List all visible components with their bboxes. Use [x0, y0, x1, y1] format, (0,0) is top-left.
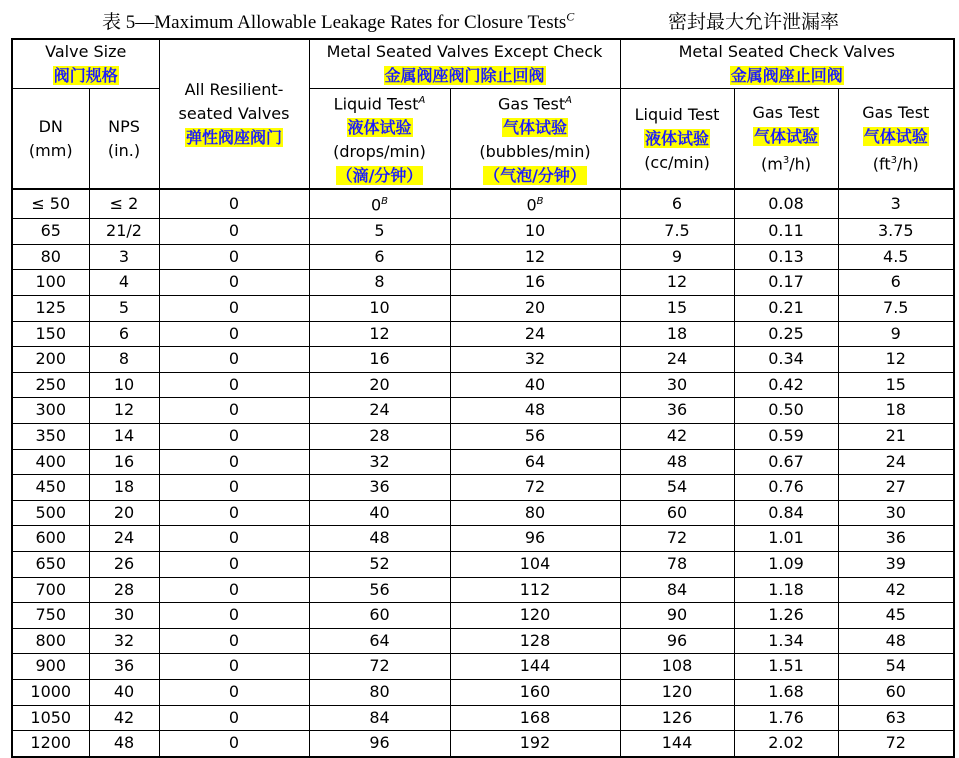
cell-gas-bubbles: 48 [450, 398, 620, 424]
cell-check-gas-ft3: 39 [838, 551, 954, 577]
cell-check-liquid: 36 [620, 398, 734, 424]
cell-nps: 12 [89, 398, 159, 424]
cell-nps: 30 [89, 603, 159, 629]
cell-resilient: 0 [159, 347, 309, 373]
table-row [12, 731, 954, 757]
cell-resilient: 0 [159, 244, 309, 270]
cell-check-gas-ft3: 3 [838, 189, 954, 218]
header-metal-except-check: Metal Seated Valves Except Check 金属阀座阀门除止回阀 [309, 39, 620, 89]
cell-check-gas-m3: 0.84 [734, 500, 838, 526]
cell-dn: 200 [12, 347, 89, 373]
cell-dn: ≤ 50 [12, 189, 89, 218]
cell-nps: 8 [89, 347, 159, 373]
cell-nps: 21/2 [89, 219, 159, 245]
table-row [12, 398, 954, 424]
cell-nps: 32 [89, 628, 159, 654]
cell-resilient: 0 [159, 219, 309, 245]
cell-liquid-drops: 56 [309, 577, 450, 603]
cell-nps: 5 [89, 296, 159, 322]
cell-resilient: 0 [159, 321, 309, 347]
cell-nps: 48 [89, 731, 159, 757]
header-check-gas-ft3: Gas Test 气体试验 $(ft^3/h)$ [838, 89, 954, 190]
cell-liquid-drops: 80 [309, 679, 450, 705]
table-body [12, 189, 954, 756]
cell-check-gas-ft3: 42 [838, 577, 954, 603]
cell-nps: 42 [89, 705, 159, 731]
cell-check-gas-m3: 0.50 [734, 398, 838, 424]
cell-check-gas-ft3: 6 [838, 270, 954, 296]
cell-check-liquid: 42 [620, 424, 734, 450]
cell-resilient: 0 [159, 731, 309, 757]
cell-check-liquid: 144 [620, 731, 734, 757]
cell-nps: 14 [89, 424, 159, 450]
table-title-zh: 密封最大允许泄漏率 [668, 12, 840, 33]
cell-dn: 600 [12, 526, 89, 552]
cell-check-gas-ft3: 30 [838, 500, 954, 526]
cell-check-gas-ft3: 24 [838, 449, 954, 475]
table-row [12, 270, 954, 296]
cell-check-gas-m3: 0.34 [734, 347, 838, 373]
cell-resilient: 0 [159, 551, 309, 577]
cell-gas-bubbles: 112 [450, 577, 620, 603]
cell-check-gas-m3: 1.09 [734, 551, 838, 577]
cell-nps: 10 [89, 372, 159, 398]
cell-check-gas-ft3: 15 [838, 372, 954, 398]
cell-gas-bubbles: 12 [450, 244, 620, 270]
cell-check-gas-m3: 0.21 [734, 296, 838, 322]
cell-check-gas-m3: 1.68 [734, 679, 838, 705]
cell-check-liquid: 60 [620, 500, 734, 526]
cell-resilient: 0 [159, 449, 309, 475]
cell-dn: 700 [12, 577, 89, 603]
cell-liquid-drops: 12 [309, 321, 450, 347]
table-row [12, 628, 954, 654]
cell-check-gas-m3: 0.25 [734, 321, 838, 347]
cell-check-liquid: 30 [620, 372, 734, 398]
cell-liquid-drops: 28 [309, 424, 450, 450]
cell-dn: 450 [12, 475, 89, 501]
cell-liquid-drops: 72 [309, 654, 450, 680]
cell-check-liquid: 126 [620, 705, 734, 731]
cell-check-liquid: 15 [620, 296, 734, 322]
cell-liquid-drops: 24 [309, 398, 450, 424]
cell-dn: 150 [12, 321, 89, 347]
cell-nps: 16 [89, 449, 159, 475]
header-valve-size: Valve Size 阀门规格 [12, 39, 159, 89]
cell-resilient: 0 [159, 603, 309, 629]
cell-nps: 18 [89, 475, 159, 501]
cell-resilient: 0 [159, 705, 309, 731]
cell-resilient: 0 [159, 372, 309, 398]
cell-check-gas-m3: 0.17 [734, 270, 838, 296]
cell-dn: 250 [12, 372, 89, 398]
cell-nps: ≤ 2 [89, 189, 159, 218]
cell-dn: 900 [12, 654, 89, 680]
cell-dn: 750 [12, 603, 89, 629]
cell-dn: 350 [12, 424, 89, 450]
header-nps: NPS (in.) [89, 89, 159, 190]
header-metal-check: Metal Seated Check Valves 金属阀座止回阀 [620, 39, 954, 89]
header-check-gas-m3: Gas Test 气体试验 $(m^3/h)$ [734, 89, 838, 190]
cell-dn: 65 [12, 219, 89, 245]
table-row [12, 577, 954, 603]
cell-liquid-drops: 96 [309, 731, 450, 757]
cell-dn: 300 [12, 398, 89, 424]
cell-gas-bubbles: 192 [450, 731, 620, 757]
cell-check-gas-m3: 0.59 [734, 424, 838, 450]
cell-check-liquid: 9 [620, 244, 734, 270]
cell-check-gas-m3: 0.13 [734, 244, 838, 270]
cell-dn: 1050 [12, 705, 89, 731]
cell-resilient: 0 [159, 270, 309, 296]
cell-gas-bubbles: 20 [450, 296, 620, 322]
cell-gas-bubbles: 72 [450, 475, 620, 501]
cell-gas-bubbles: 56 [450, 424, 620, 450]
cell-liquid-drops: 5 [309, 219, 450, 245]
cell-gas-bubbles: 128 [450, 628, 620, 654]
cell-nps: 4 [89, 270, 159, 296]
table-row [12, 296, 954, 322]
cell-resilient: 0 [159, 424, 309, 450]
cell-check-liquid: 54 [620, 475, 734, 501]
table-row [12, 321, 954, 347]
cell-liquid-drops: 60 [309, 603, 450, 629]
cell-liquid-drops: 10 [309, 296, 450, 322]
cell-liquid-drops: 84 [309, 705, 450, 731]
cell-check-liquid: 6 [620, 189, 734, 218]
cell-check-gas-m3: 1.18 [734, 577, 838, 603]
cell-liquid-drops: 48 [309, 526, 450, 552]
cell-check-liquid: 84 [620, 577, 734, 603]
table-row [12, 654, 954, 680]
cell-gas-bubbles: 160 [450, 679, 620, 705]
cell-gas-bubbles: 0$^B$ [450, 189, 620, 218]
cell-check-gas-m3: 2.02 [734, 731, 838, 757]
cell-liquid-drops: 64 [309, 628, 450, 654]
cell-check-gas-ft3: 72 [838, 731, 954, 757]
cell-liquid-drops: 16 [309, 347, 450, 373]
table-header [12, 39, 954, 189]
table-row [12, 372, 954, 398]
footnote-b-mark: B [381, 196, 389, 208]
cell-check-liquid: 120 [620, 679, 734, 705]
cell-gas-bubbles: 24 [450, 321, 620, 347]
cell-liquid-drops: 0$^B$ [309, 189, 450, 218]
cell-liquid-drops: 52 [309, 551, 450, 577]
cell-nps: 26 [89, 551, 159, 577]
cell-dn: 500 [12, 500, 89, 526]
cell-check-gas-ft3: 4.5 [838, 244, 954, 270]
cell-check-liquid: 12 [620, 270, 734, 296]
cell-resilient: 0 [159, 577, 309, 603]
cell-check-gas-m3: 1.26 [734, 603, 838, 629]
cell-resilient: 0 [159, 296, 309, 322]
table-row [12, 500, 954, 526]
cell-dn: 100 [12, 270, 89, 296]
cell-dn: 400 [12, 449, 89, 475]
cell-check-gas-ft3: 27 [838, 475, 954, 501]
header-dn: DN (mm) [12, 89, 89, 190]
cell-gas-bubbles: 120 [450, 603, 620, 629]
cell-check-gas-ft3: 60 [838, 679, 954, 705]
cell-nps: 3 [89, 244, 159, 270]
cell-check-gas-ft3: 54 [838, 654, 954, 680]
cell-resilient: 0 [159, 628, 309, 654]
cell-dn: 800 [12, 628, 89, 654]
cell-check-liquid: 108 [620, 654, 734, 680]
cell-check-gas-m3: 1.34 [734, 628, 838, 654]
cell-check-gas-m3: 0.11 [734, 219, 838, 245]
cell-check-liquid: 24 [620, 347, 734, 373]
cell-check-gas-m3: 1.51 [734, 654, 838, 680]
cell-gas-bubbles: 168 [450, 705, 620, 731]
cell-resilient: 0 [159, 398, 309, 424]
cell-gas-bubbles: 10 [450, 219, 620, 245]
cell-check-gas-m3: 0.76 [734, 475, 838, 501]
cell-check-gas-ft3: 45 [838, 603, 954, 629]
cell-nps: 20 [89, 500, 159, 526]
cell-resilient: 0 [159, 526, 309, 552]
table-row [12, 244, 954, 270]
cell-gas-bubbles: 144 [450, 654, 620, 680]
cell-gas-bubbles: 40 [450, 372, 620, 398]
cell-liquid-drops: 40 [309, 500, 450, 526]
cell-resilient: 0 [159, 679, 309, 705]
cell-check-gas-m3: 0.08 [734, 189, 838, 218]
table-row [12, 424, 954, 450]
cell-check-liquid: 72 [620, 526, 734, 552]
cell-check-gas-ft3: 9 [838, 321, 954, 347]
cell-check-gas-ft3: 36 [838, 526, 954, 552]
table-row [12, 475, 954, 501]
cell-check-liquid: 96 [620, 628, 734, 654]
cell-dn: 1000 [12, 679, 89, 705]
cell-liquid-drops: 32 [309, 449, 450, 475]
table-row [12, 551, 954, 577]
table-row [12, 347, 954, 373]
cell-gas-bubbles: 64 [450, 449, 620, 475]
footnote-b-mark: B [536, 196, 544, 208]
cell-check-liquid: 48 [620, 449, 734, 475]
cell-check-gas-ft3: 7.5 [838, 296, 954, 322]
cell-resilient: 0 [159, 500, 309, 526]
cell-check-liquid: 78 [620, 551, 734, 577]
table-row [12, 189, 954, 218]
cell-nps: 24 [89, 526, 159, 552]
table-row [12, 603, 954, 629]
header-check-liquid-test: Liquid Test 液体试验 (cc/min) [620, 89, 734, 190]
cell-gas-bubbles: 96 [450, 526, 620, 552]
cell-check-gas-ft3: 48 [838, 628, 954, 654]
cell-resilient: 0 [159, 475, 309, 501]
cell-check-gas-ft3: 63 [838, 705, 954, 731]
cell-liquid-drops: 8 [309, 270, 450, 296]
header-gas-test-bubbles: Gas Test$^A$ 气体试验 (bubbles/min) （气泡/分钟） [450, 89, 620, 190]
cell-liquid-drops: 36 [309, 475, 450, 501]
cell-dn: 1200 [12, 731, 89, 757]
cell-liquid-drops: 20 [309, 372, 450, 398]
cell-check-gas-m3: 0.42 [734, 372, 838, 398]
table-row [12, 679, 954, 705]
cell-resilient: 0 [159, 189, 309, 218]
cell-gas-bubbles: 104 [450, 551, 620, 577]
table-row [12, 705, 954, 731]
cell-gas-bubbles: 80 [450, 500, 620, 526]
header-resilient-seated: All Resilient- seated Valves 弹性阀座阀门 [159, 39, 309, 189]
title-footnote-mark: C [566, 9, 575, 24]
cell-resilient: 0 [159, 654, 309, 680]
leakage-rate-table [11, 38, 955, 758]
cell-nps: 40 [89, 679, 159, 705]
cell-gas-bubbles: 32 [450, 347, 620, 373]
header-liquid-test-drops: Liquid Test$^A$ 液体试验 (drops/min) （滴/分钟） [309, 89, 450, 190]
cell-check-liquid: 18 [620, 321, 734, 347]
cell-dn: 125 [12, 296, 89, 322]
table-row [12, 449, 954, 475]
cell-nps: 6 [89, 321, 159, 347]
cell-nps: 28 [89, 577, 159, 603]
cell-check-gas-ft3: 3.75 [838, 219, 954, 245]
cell-check-gas-m3: 1.76 [734, 705, 838, 731]
cell-nps: 36 [89, 654, 159, 680]
cell-dn: 80 [12, 244, 89, 270]
cell-check-gas-ft3: 18 [838, 398, 954, 424]
cell-check-gas-m3: 0.67 [734, 449, 838, 475]
table-row [12, 526, 954, 552]
cell-check-gas-m3: 1.01 [734, 526, 838, 552]
cell-check-liquid: 7.5 [620, 219, 734, 245]
cell-check-gas-ft3: 12 [838, 347, 954, 373]
cell-check-gas-ft3: 21 [838, 424, 954, 450]
table-row [12, 219, 954, 245]
cell-check-liquid: 90 [620, 603, 734, 629]
table-title-en: 表 5—Maximum Allowable Leakage Rates for Closure Tests$^C$ [102, 9, 575, 33]
table-title [0, 7, 959, 33]
cell-gas-bubbles: 16 [450, 270, 620, 296]
cell-dn: 650 [12, 551, 89, 577]
cell-liquid-drops: 6 [309, 244, 450, 270]
